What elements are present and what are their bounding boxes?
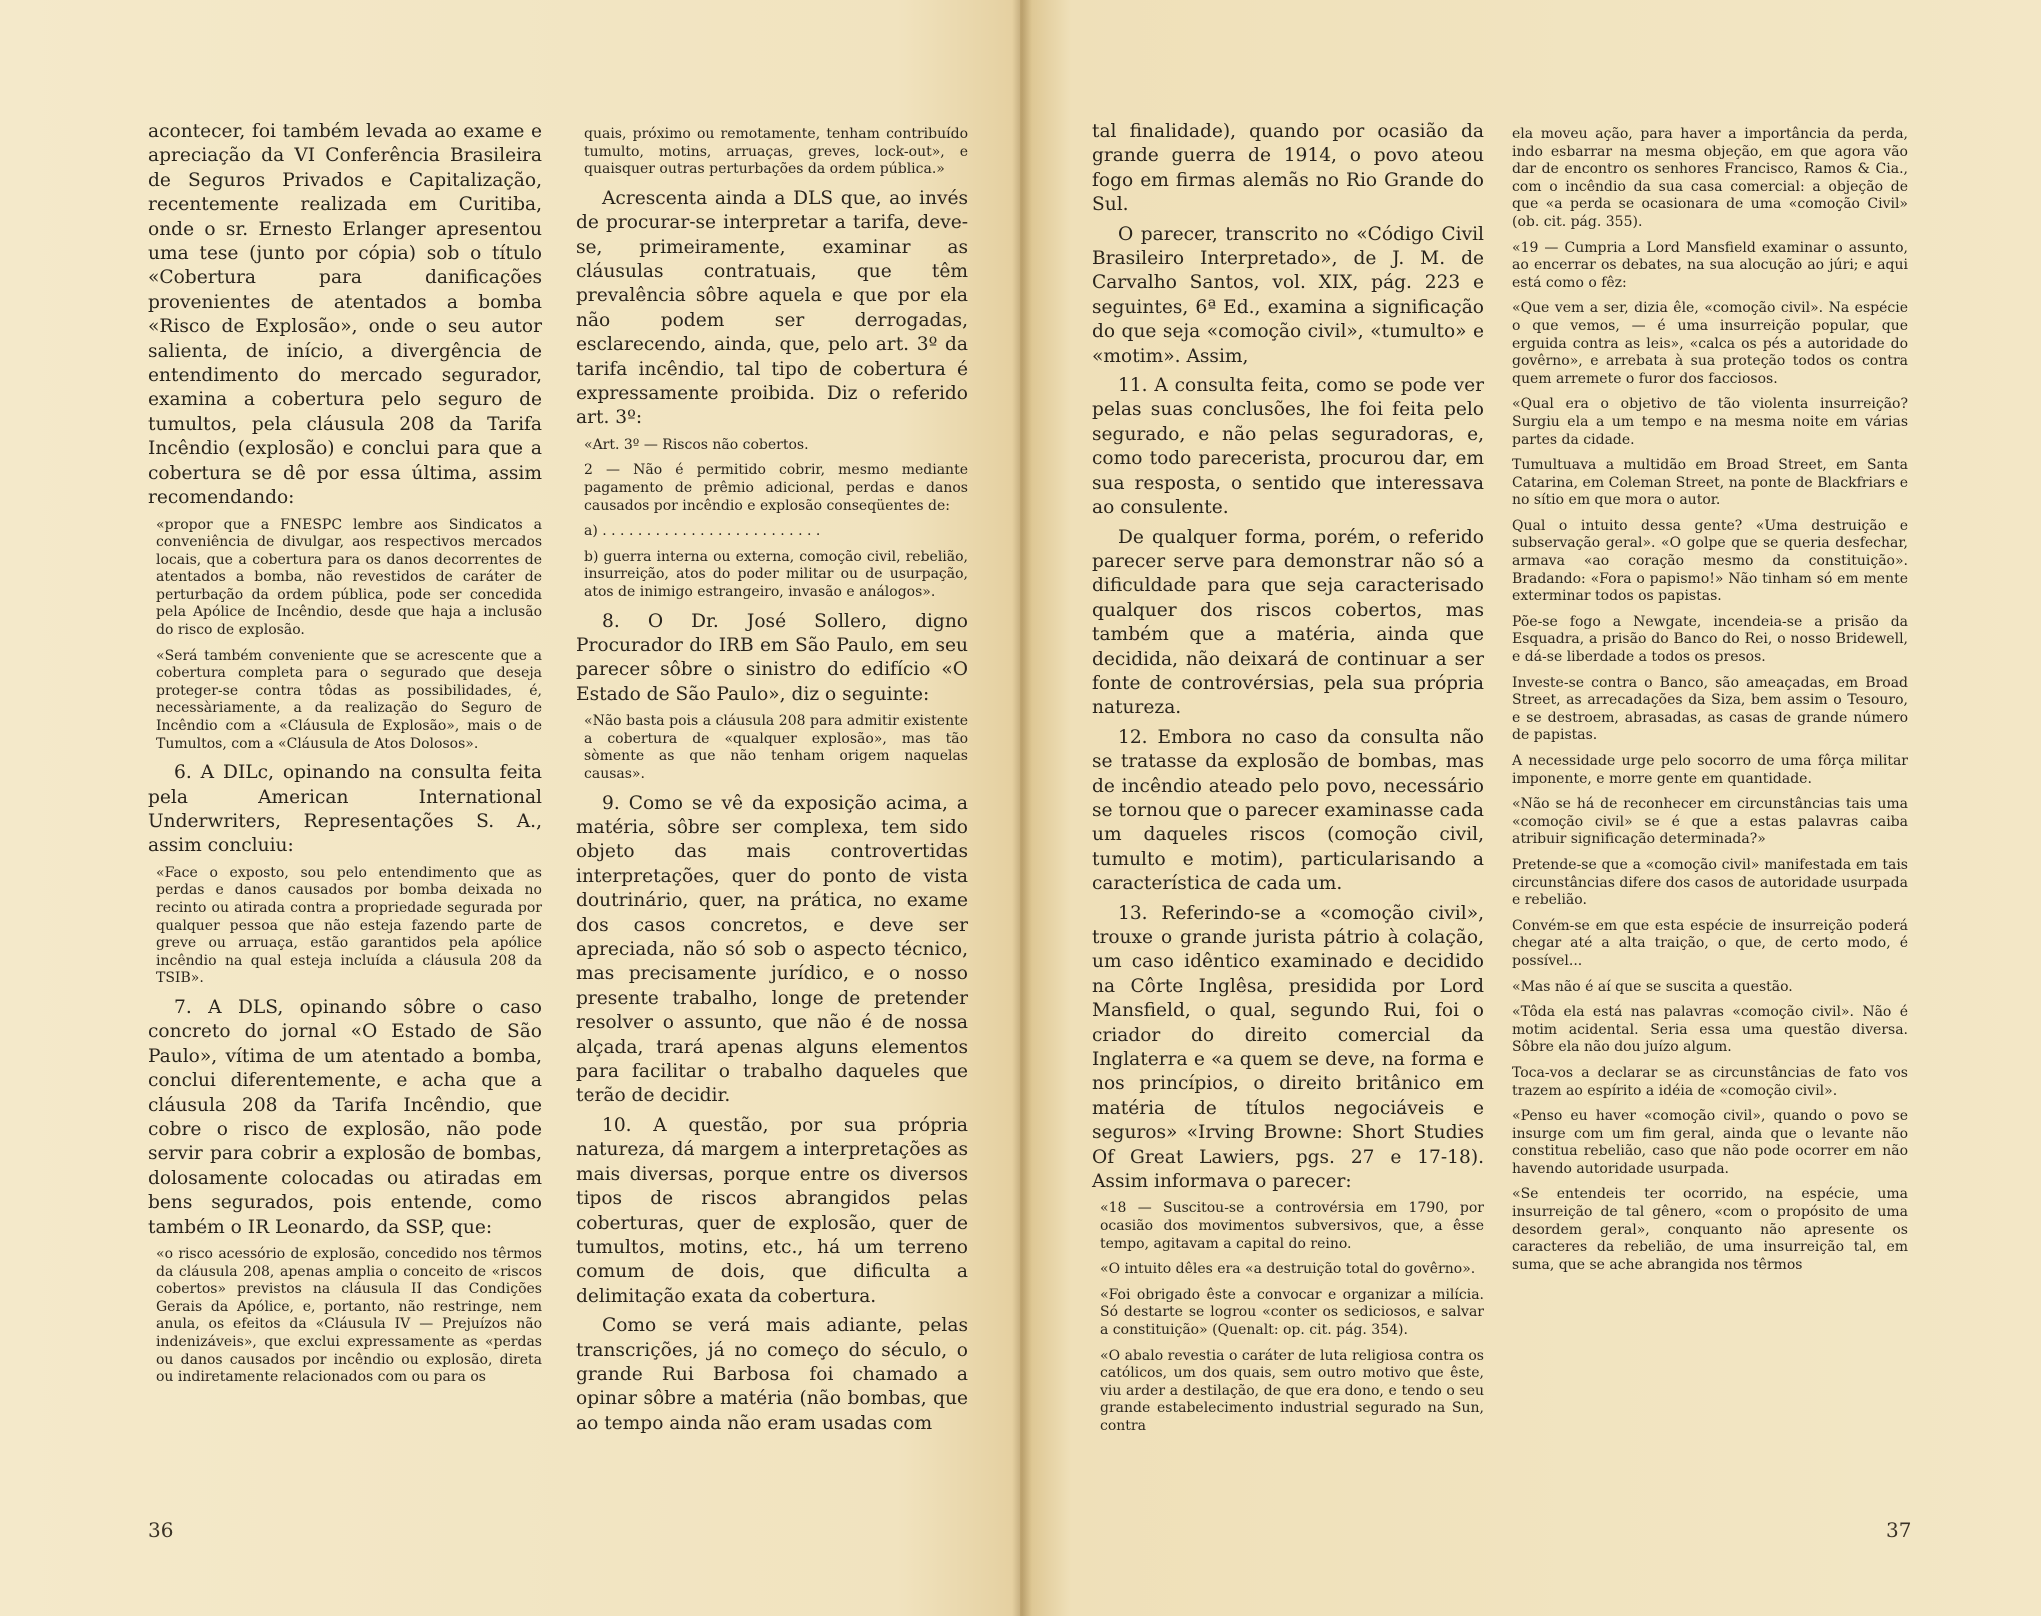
body-paragraph: 8. O Dr. José Sollero, digno Procurador do IRB em São Paulo, em seu parecer sôbre o sinistro do edifício «O Estado de São Paulo», diz o seguinte: xyxy=(576,610,968,705)
quoted-paragraph: «19 — Cumpria a Lord Mansfield examinar o assunto, ao encerrar os debates, na sua alocução ao júri; e aqui está como o fêz: xyxy=(1512,239,1908,291)
quoted-paragraph: «O abalo revestia o caráter de luta religiosa contra os católicos, um dos quais, sem outro motivo que êste, viu arder a destilação, de que era dono, e tendo o seu grande estabelecimento industrial segurado na Sun, contra xyxy=(1100,1347,1484,1434)
body-paragraph: tal finalidade), quando por ocasião da grande guerra de 1914, o povo ateou fogo em firmas alemãs no Rio Grande do Sul. xyxy=(1092,121,1484,216)
quoted-paragraph: Convém-se em que esta espécie de insurreição poderá chegar até a alta traição, o que, de certo modo, é possível... xyxy=(1512,917,1908,969)
quoted-paragraph: «18 — Suscitou-se a controvérsia em 1790, por ocasião dos movimentos subversivos, que, a êsse tempo, agitavam a capital do reino. xyxy=(1100,1200,1484,1252)
body-paragraph: 11. A consulta feita, como se pode ver pelas suas conclusões, lhe foi feita pelo segurado, e não pelas seguradoras, e, como todo parecerista, procurou dar, em sua resposta, o sentido que interessava ao consulente. xyxy=(1092,375,1484,519)
left-page-column-2 xyxy=(576,120,968,1441)
body-paragraph: O parecer, transcrito no «Código Civil Brasileiro Interpretado», de J. M. de Carvalho Santos, vol. XIX, pág. 223 e seguintes, 6ª Ed., examina a significação do que seja «comoção civil», «tumulto» e «motim». Assim, xyxy=(1092,223,1484,367)
quoted-paragraph: Investe-se contra o Banco, são ameaçadas, em Broad Street, as arrecadações da Siza, bem assim o Tesouro, e se destroem, abrasadas, as casas de grande número de papistas. xyxy=(1512,674,1908,744)
quoted-paragraph: A necessidade urge pelo socorro de uma fôrça militar imponente, e morre gente em quantidade. xyxy=(1512,753,1908,787)
quoted-paragraph: «Tôda ela está nas palavras «comoção civil». Não é motim acidental. Seria essa uma questão diversa. Sôbre ela não dou juízo algum. xyxy=(1512,1004,1908,1056)
body-paragraph: De qualquer forma, porém, o referido parecer serve para demonstrar não só a dificuldade para que seja caracterisado qualquer dos riscos cobertos, mas também que a matéria, ainda que decidida, não deixará de continuar a ser fonte de controvérsias, pela sua própria natureza. xyxy=(1092,526,1484,719)
quoted-paragraph: Pretende-se que a «comoção civil» manifestada em tais circunstâncias difere dos casos de autoridade usurpada e rebelião. xyxy=(1512,856,1908,909)
quoted-paragraph: «Que vem a ser, dizia êle, «comoção civil». Na espécie o que vemos, — é uma insurreição popular, que erguida contra as leis», «calca os pés a autoridade do govêrno», e arrebata à sua proteção todos os contra quem arremete o furor dos facciosos. xyxy=(1512,300,1908,387)
quoted-paragraph: «Se entendeis ter ocorrido, na espécie, uma insurreição de tal gênero, «com o propósito de uma desordem geral», conquanto não apresente os caracteres da rebelião, de uma insurreição tal, em suma, que se ache abrangida nos têrmos xyxy=(1512,1186,1908,1273)
page-gutter xyxy=(1012,0,1032,1616)
left-page-column-1 xyxy=(148,120,542,1395)
quoted-paragraph: «Qual era o objetivo de tão violenta insurreição? Surgiu ela a um tempo e na mesma noite em várias partes da cidade. xyxy=(1512,396,1908,448)
body-paragraph: Como se verá mais adiante, pelas transcrições, já no começo do século, o grande Rui Barbosa foi chamado a opinar sôbre a matéria (não bombas, que ao tempo ainda não eram usadas com xyxy=(576,1315,968,1434)
quoted-paragraph: Toca-vos a declarar se as circunstâncias de fato vos trazem ao espírito a idéia de «comoção civil». xyxy=(1512,1064,1908,1099)
quoted-paragraph: «O intuito dêles era «a destruição total do govêrno». xyxy=(1100,1261,1476,1278)
quoted-paragraph: «propor que a FNESPC lembre aos Sindicatos a conveniência de divulgar, aos respectivos mercados locais, que a cobertura para os danos decorrentes de atentados a bomba, não revestidos de caráter de perturbação da ordem pública, pode ser concedida pela Apólice de Incêndio, desde que haja a inclusão do risco de explosão. xyxy=(156,516,542,639)
page-number-right: 37 xyxy=(1886,1518,1912,1542)
quoted-paragraph: a) . . . . . . . . . . . . . . . . . . . . . . . . . xyxy=(584,523,821,540)
body-paragraph: 10. A questão, por sua própria natureza, dá margem a interpretações as mais diversas, porque entre os diversos tipos de riscos abrangidos pelas coberturas, quer de explosão, quer de tumultos, motins, etc., há um terreno comum de dois, que dificulta a delimitação exata da cobertura. xyxy=(576,1114,968,1307)
body-paragraph: Acrescenta ainda a DLS que, ao invés de procurar-se interpretar a tarifa, deve-se, primeiramente, examinar as cláusulas contratuais, que têm prevalência sôbre aquela e que por ela não podem ser derrogadas, esclarecendo, ainda, que, pelo art. 3º da tarifa incêndio, tal tipo de cobertura é expressamente proibida. Diz o referido art. 3º: xyxy=(576,187,968,429)
quoted-paragraph: «Face o exposto, sou pelo entendimento que as perdas e danos causados por bomba deixada no recinto ou atirada contra a propriedade segurada por qualquer pessoa que não esteja fazendo parte de greve ou arruaça, estão garantidos pela apólice incêndio na qual esteja incluída a cláusula 208 da TSIB». xyxy=(156,864,542,987)
body-paragraph: 13. Referindo-se a «comoção civil», trouxe o grande jurista pátrio à colação, um caso idêntico examinado e decidido na Côrte Inglêsa, presidida por Lord Mansfield, o qual, segundo Rui, foi o criador do direito comercial da Inglaterra e «a quem se deve, na forma e nos princípios, o direito britânico em matéria de títulos negociáveis e seguros» «Irving Browne: Short Studies Of Great Lawiers, pgs. 27 e 17-18). Assim informava o parecer: xyxy=(1092,902,1484,1193)
right-page-column-2 xyxy=(1512,120,1908,1282)
quoted-paragraph: Põe-se fogo a Newgate, incendeia-se a prisão da Esquadra, a prisão do Banco do Rei, o nosso Bridewell, e dá-se liberdade a todos os presos. xyxy=(1512,613,1908,666)
body-paragraph: 9. Como se vê da exposição acima, a matéria, sôbre ser complexa, tem sido objeto das mais controvertidas interpretações, quer do ponto de vista doutrinário, quer, na prática, no exame dos casos concretos, e deve ser apreciada, não só sob o aspecto técnico, mas precisamente jurídico, e o nosso presente trabalho, longe de pretender resolver o assunto, que não é de nossa alçada, trará apenas alguns elementos para facilitar o trabalho daqueles que terão de decidir. xyxy=(576,792,968,1107)
quoted-paragraph: «Foi obrigado êste a convocar e organizar a milícia. Só destarte se logrou «conter os sediciosos, e salvar a constituição» (Quenalt: op. cit. pág. 354). xyxy=(1100,1286,1484,1339)
right-page-column-1 xyxy=(1092,120,1484,1444)
quoted-paragraph: «Será também conveniente que se acrescente que a cobertura completa para o segurado que deseja proteger-se contra tôdas as possibilidades, é, necessàriamente, a da realização do Seguro de Incêndio com a «Cláusula de Explosão», mais o de Tumultos, com a «Cláusula de Atos Dolosos». xyxy=(156,647,542,752)
quoted-paragraph: quais, próximo ou remotamente, tenham contribuído tumulto, motins, arruaças, greves, lock-out», e quaisquer outras perturbações da ordem pública.» xyxy=(584,126,968,178)
body-paragraph: 12. Embora no caso da consulta não se tratasse da explosão de bombas, mas de incêndio ateado pelo povo, necessário se tornou que o parecer examinasse cada um daqueles riscos (comoção civil, tumulto e motim), particularisando a característica de cada um. xyxy=(1092,726,1484,895)
quoted-paragraph: 2 — Não é permitido cobrir, mesmo mediante pagamento de prêmio adicional, perdas e danos causados por incêndio e explosão conseqüentes de: xyxy=(584,462,968,514)
quoted-paragraph: «o risco acessório de explosão, concedido nos têrmos da cláusula 208, apenas amplia o conceito de «riscos cobertos» previstos na cláusula II das Condições Gerais da Apólice, e, portanto, não restringe, nem anula, os efeitos da «Cláusula IV — Prejuízos não indenizáveis», que exclui expressamente as «perdas ou danos causados por incêndio ou explosão, direta ou indiretamente relacionados com ou para os xyxy=(156,1246,542,1386)
body-paragraph: acontecer, foi também levada ao exame e apreciação da VI Conferência Brasileira de Seguros Privados e Capitalização, recentemente realizada em Curitiba, onde o sr. Ernesto Erlanger apresentou uma tese (junto por cópia) sob o título «Cobertura para danificações provenientes de atentados a bomba «Risco de Explosão», onde o seu autor salienta, de início, a divergência de entendimento do mercado segurador, examina a cobertura pelo seguro de tumultos, pela cláusula 208 da Tarifa Incêndio (explosão) e conclui para que a cobertura se dê por essa última, assim recomendando: xyxy=(148,121,542,509)
quoted-paragraph: «Não se há de reconhecer em circunstâncias tais uma «comoção civil» se é que a estas palavras caiba atribuir significação determinada?» xyxy=(1512,796,1908,848)
quoted-paragraph: «Penso eu haver «comoção civil», quando o povo se insurge com um fim geral, ainda que o levante não constitua rebelião, caso que não pode ocorrer em não havendo autoridade usurpada. xyxy=(1512,1108,1908,1177)
quoted-paragraph: ela moveu ação, para haver a importância da perda, indo esbarrar na mesma objeção, em que agora vão dar de encontro os senhores Francisco, Ramos & Cia., com o incêndio da sua casa comercial: a objeção de que «a perda se ocasionara de uma «comoção Civil» (ob. cit. pág. 355). xyxy=(1512,126,1908,230)
quoted-paragraph: b) guerra interna ou externa, comoção civil, rebelião, insurreição, atos do poder militar ou de usurpação, atos de inimigo estrangeiro, invasão e análogos». xyxy=(584,548,968,600)
quoted-paragraph: «Não basta pois a cláusula 208 para admitir existente a cobertura de «qualquer explosão», mas tão sòmente as que não tenham origem naquelas causas». xyxy=(584,713,968,782)
quoted-paragraph: «Mas não é aí que se suscita a questão. xyxy=(1512,978,1793,995)
page-number-left: 36 xyxy=(148,1518,174,1542)
body-paragraph: 6. A DILc, opinando na consulta feita pela American International Underwriters, Representações S. A., assim concluiu: xyxy=(148,762,542,857)
quoted-paragraph: Qual o intuito dessa gente? «Uma destruição e subservação geral». «O golpe que se queria desfechar, armava «ao coração mesmo da constituição». Bradando: «Fora o papismo!» Não tinham só em mente exterminar todos os papistas. xyxy=(1512,517,1908,605)
body-paragraph: 7. A DLS, opinando sôbre o caso concreto do jornal «O Estado de São Paulo», vítima de um atentado a bomba, conclui diferentemente, e acha que a cláusula 208 da Tarifa Incêndio, que cobre o risco de explosão, não pode servir para cobrir a explosão de bombas, dolosamente colocadas ou atiradas em bens segurados, pois entende, como também o IR Leonardo, da SSP, que: xyxy=(148,997,542,1238)
quoted-paragraph: Tumultuava a multidão em Broad Street, em Santa Catarina, em Coleman Street, na ponte de Blackfriars e no sítio em que mora o autor. xyxy=(1512,457,1908,509)
quoted-paragraph: «Art. 3º — Riscos não cobertos. xyxy=(584,436,809,453)
